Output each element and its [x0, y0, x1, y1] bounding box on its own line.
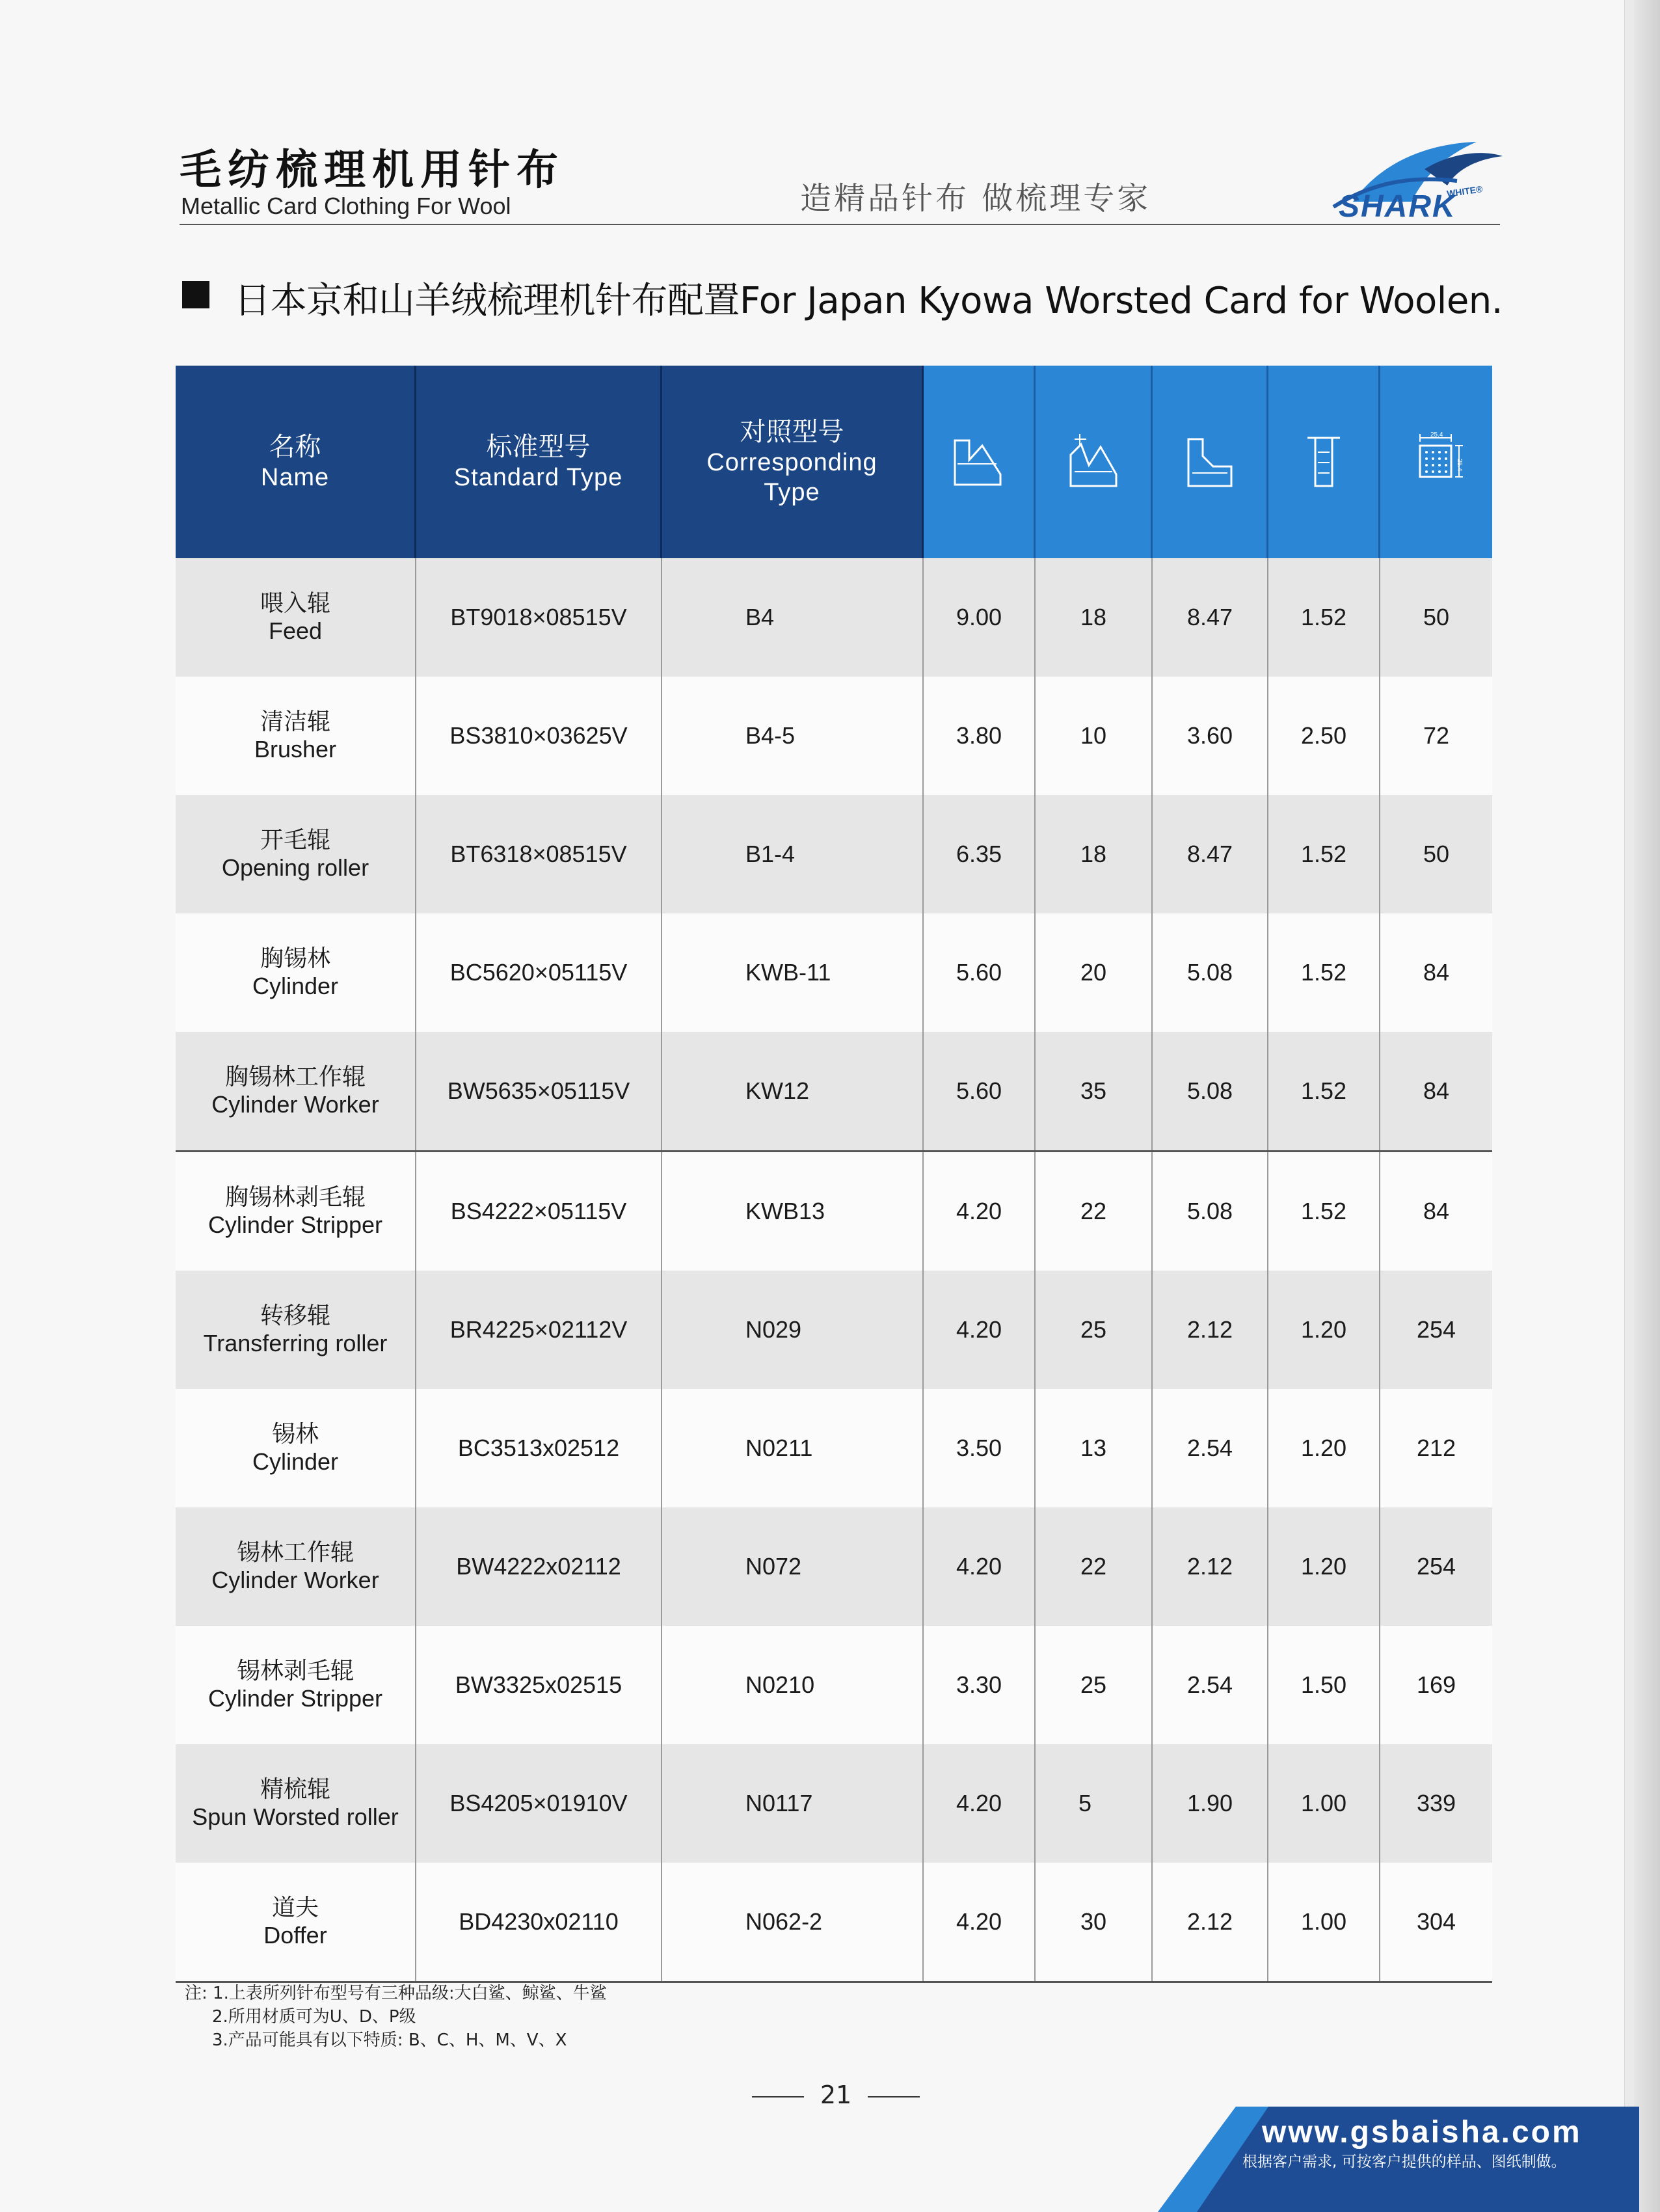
- cell-name: 胸锡林剥毛辊 Cylinder Stripper: [176, 1152, 416, 1271]
- table-row: [176, 1271, 1492, 1389]
- footer-url[interactable]: www.gsbaisha.com: [1262, 2115, 1582, 2150]
- cell-value-1: 3.50: [924, 1389, 1036, 1507]
- tooth-angle-icon: [1058, 426, 1129, 498]
- cell-corresponding-type: N0117: [662, 1744, 924, 1863]
- cell-value-3: 5.08: [1153, 1032, 1268, 1150]
- cell-value-3: 2.12: [1153, 1271, 1268, 1389]
- cell-value-3: 5.08: [1153, 1152, 1268, 1271]
- cell-value-2: 35: [1036, 1032, 1153, 1150]
- cell-corresponding-type: KW12: [662, 1032, 924, 1150]
- cell-value-4: 2.50: [1268, 677, 1380, 795]
- cell-standard-type: BC3513x02512: [416, 1389, 662, 1507]
- logo-sub: WHITE®: [1446, 183, 1484, 199]
- cell-value-4: 1.00: [1268, 1744, 1380, 1863]
- cell-value-1: 3.30: [924, 1626, 1036, 1744]
- cell-corresponding-type: B4-5: [662, 677, 924, 795]
- header-rule: [180, 224, 1500, 225]
- cell-value-4: 1.20: [1268, 1389, 1380, 1507]
- cell-value-1: 9.00: [924, 558, 1036, 677]
- col-header-tooth-pitch: [1153, 366, 1268, 558]
- cell-name: 锡林剥毛辊 Cylinder Stripper: [176, 1626, 416, 1744]
- cell-standard-type: BR4225×02112V: [416, 1271, 662, 1389]
- cell-value-4: 1.52: [1268, 1152, 1380, 1271]
- cell-value-1: 4.20: [924, 1271, 1036, 1389]
- cell-standard-type: BT9018×08515V: [416, 558, 662, 677]
- cell-value-5: 212: [1416, 1435, 1456, 1461]
- cell-value-5: 84: [1423, 1077, 1450, 1104]
- table-row: [176, 677, 1492, 795]
- cell-value-3: 2.54: [1153, 1389, 1268, 1507]
- col-header-tooth-angle: [1036, 366, 1153, 558]
- cell-corresponding-type: N062-2: [662, 1863, 924, 1981]
- cell-value-2: 22: [1036, 1152, 1153, 1271]
- cell-corresponding-type: N0211: [662, 1389, 924, 1507]
- col-header-standard-type: 标准型号 Standard Type: [416, 366, 662, 558]
- cell-name: 喂入辊 Feed: [176, 558, 416, 677]
- cell-name: 胸锡林工作辊 Cylinder Worker: [176, 1032, 416, 1150]
- cell-value-5: 254: [1416, 1316, 1456, 1343]
- section-bullet: [182, 281, 209, 308]
- dim-label-side: 25.4: [1456, 459, 1463, 472]
- table-body: [176, 558, 1492, 1981]
- cell-value-1: 5.60: [924, 913, 1036, 1032]
- page-number: 21: [748, 2081, 924, 2109]
- cell-value-1: 4.20: [924, 1863, 1036, 1981]
- table-row: [176, 558, 1492, 677]
- cell-value-5: 254: [1416, 1553, 1456, 1580]
- col-header-tooth-height: [924, 366, 1036, 558]
- cell-value-1: 4.20: [924, 1744, 1036, 1863]
- col-header-corresponding-type: 对照型号 Corresponding Type: [662, 366, 924, 558]
- tooth-height-icon: [943, 426, 1015, 498]
- cell-value-2: 18: [1036, 558, 1153, 677]
- note-line-3: 3.产品可能具有以下特质: B、C、H、M、V、X: [212, 2030, 567, 2050]
- header-title-cn: 毛纺梳理机用针布: [180, 146, 565, 195]
- dim-label-top: 25.4: [1430, 431, 1443, 438]
- cell-value-4: 1.00: [1268, 1863, 1380, 1981]
- cell-standard-type: BW5635×05115V: [416, 1032, 662, 1150]
- cell-corresponding-type: KWB13: [662, 1152, 924, 1271]
- cell-standard-type: BS4222×05115V: [416, 1152, 662, 1271]
- cell-standard-type: BS3810×03625V: [416, 677, 662, 795]
- cell-value-1: 5.60: [924, 1032, 1036, 1150]
- cell-value-4: 1.52: [1268, 558, 1380, 677]
- cell-corresponding-type: N0210: [662, 1626, 924, 1744]
- cell-standard-type: BC5620×05115V: [416, 913, 662, 1032]
- table-row: [176, 1626, 1492, 1744]
- cell-value-1: 4.20: [924, 1152, 1036, 1271]
- header-slogan: 造精品针布 做梳理专家: [800, 180, 1151, 217]
- cell-name: 道夫 Doffer: [176, 1863, 416, 1981]
- cell-value-5: 304: [1416, 1908, 1456, 1935]
- cell-value-5: 339: [1416, 1790, 1456, 1816]
- cell-value-4: 1.20: [1268, 1507, 1380, 1626]
- cell-value-4: 1.50: [1268, 1626, 1380, 1744]
- cell-corresponding-type: N072: [662, 1507, 924, 1626]
- cell-value-5: 84: [1423, 1198, 1450, 1224]
- cell-corresponding-type: B4: [662, 558, 924, 677]
- table-row: [176, 1507, 1492, 1626]
- footer-subtext: 根据客户需求, 可按客户提供的样品、图纸制做。: [1242, 2153, 1566, 2170]
- cell-value-2: 13: [1036, 1389, 1153, 1507]
- tooth-pitch-icon: [1174, 426, 1246, 498]
- cell-value-5: 169: [1416, 1671, 1456, 1698]
- cell-value-5: 84: [1423, 959, 1450, 986]
- cell-value-1: 3.80: [924, 677, 1036, 795]
- cell-name: 胸锡林 Cylinder: [176, 913, 416, 1032]
- cell-standard-type: BS4205×01910V: [416, 1744, 662, 1863]
- cell-corresponding-type: KWB-11: [662, 913, 924, 1032]
- note-line-1: 注: 1.上表所列针布型号有三种品级:大白鲨、鲸鲨、牛鲨: [185, 1984, 607, 2003]
- clothing-table: [176, 366, 1492, 1983]
- cell-value-2: 22: [1036, 1507, 1153, 1626]
- table-row: [176, 795, 1492, 913]
- col-header-point-density: [1380, 366, 1492, 558]
- header-title-en: Metallic Card Clothing For Wool: [181, 193, 511, 219]
- cell-name: 精梳辊 Spun Worsted roller: [176, 1744, 416, 1863]
- cell-value-2: 5: [1036, 1744, 1153, 1863]
- cell-standard-type: BW4222x02112: [416, 1507, 662, 1626]
- col-header-name: 名称 Name: [176, 366, 416, 558]
- cell-value-4: 1.52: [1268, 913, 1380, 1032]
- cell-value-3: 8.47: [1153, 795, 1268, 913]
- cell-name: 转移辊 Transferring roller: [176, 1271, 416, 1389]
- cell-value-2: 18: [1036, 795, 1153, 913]
- cell-value-2: 30: [1036, 1863, 1153, 1981]
- col-header-rib-width: [1268, 366, 1380, 558]
- cell-value-1: 6.35: [924, 795, 1036, 913]
- cell-value-2: 10: [1036, 677, 1153, 795]
- cell-standard-type: BW3325x02515: [416, 1626, 662, 1744]
- cell-value-5: 50: [1423, 604, 1450, 630]
- cell-corresponding-type: B1-4: [662, 795, 924, 913]
- cell-value-2: 25: [1036, 1626, 1153, 1744]
- table-row: [176, 1744, 1492, 1863]
- table-notes: [185, 1982, 607, 2052]
- rib-width-icon: [1288, 426, 1359, 498]
- cell-standard-type: BD4230x02110: [416, 1863, 662, 1981]
- cell-value-5: 72: [1423, 722, 1450, 749]
- cell-value-3: 3.60: [1153, 677, 1268, 795]
- cell-value-4: 1.52: [1268, 795, 1380, 913]
- cell-value-2: 25: [1036, 1271, 1153, 1389]
- cell-value-3: 1.90: [1153, 1744, 1268, 1863]
- cell-value-5: 50: [1423, 841, 1450, 867]
- cell-value-3: 2.12: [1153, 1863, 1268, 1981]
- section-title: 日本京和山羊绒梳理机针布配置For Japan Kyowa Worsted Card for Woolen.: [234, 280, 1503, 322]
- table-header: [176, 366, 1492, 558]
- cell-name: 清洁辊 Brusher: [176, 677, 416, 795]
- cell-value-4: 1.20: [1268, 1271, 1380, 1389]
- cell-value-3: 5.08: [1153, 913, 1268, 1032]
- note-line-2: 2.所用材质可为U、D、P级: [212, 2007, 416, 2027]
- table-row: [176, 913, 1492, 1032]
- cell-name: 锡林工作辊 Cylinder Worker: [176, 1507, 416, 1626]
- table-row: [176, 1389, 1492, 1507]
- table-row: [176, 1150, 1492, 1271]
- logo-word: SHARK: [1339, 189, 1456, 224]
- cell-corresponding-type: N029: [662, 1271, 924, 1389]
- table-row: [176, 1863, 1492, 1981]
- cell-value-3: 2.54: [1153, 1626, 1268, 1744]
- table-row: [176, 1032, 1492, 1150]
- spine-strip: [1624, 0, 1634, 2212]
- cell-value-3: 2.12: [1153, 1507, 1268, 1626]
- cell-value-3: 8.47: [1153, 558, 1268, 677]
- cell-value-2: 20: [1036, 913, 1153, 1032]
- cell-value-4: 1.52: [1268, 1032, 1380, 1150]
- cell-standard-type: BT6318×08515V: [416, 795, 662, 913]
- cell-name: 锡林 Cylinder: [176, 1389, 416, 1507]
- point-density-icon: [1400, 426, 1472, 498]
- page-edge: [1631, 0, 1660, 2212]
- cell-value-1: 4.20: [924, 1507, 1036, 1626]
- cell-name: 开毛辊 Opening roller: [176, 795, 416, 913]
